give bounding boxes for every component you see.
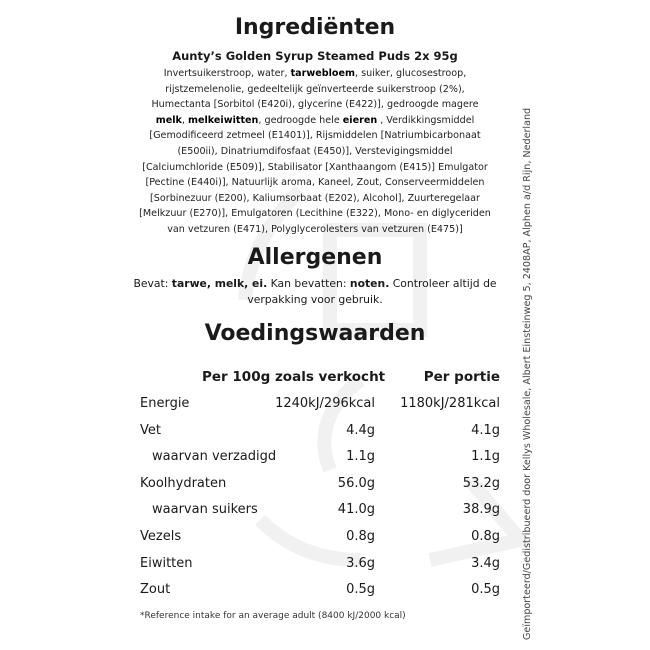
- label-content: [130, 0, 500, 348]
- nutrition-row: [140, 498, 508, 525]
- nutrition-row: [140, 419, 508, 446]
- nutrition-table: [140, 362, 508, 605]
- column-per-portion: Per portie: [423, 369, 500, 385]
- column-per-100g: Per 100g zoals verkocht: [202, 369, 386, 385]
- allergens-title: Allergenen: [247, 244, 383, 270]
- value-per-portion: 0.5g: [471, 582, 500, 598]
- value-per-100g: 3.6g: [346, 555, 375, 571]
- bold-text: tarwebloem: [290, 68, 355, 79]
- bold-text: eieren: [342, 114, 378, 126]
- value-per-portion: 4.1g: [471, 422, 500, 438]
- nutrition-row: [140, 472, 508, 499]
- nutrient-name: Vezels: [140, 528, 182, 544]
- bold-text: melkeiwitten: [188, 114, 259, 126]
- value-per-portion: 53.2g: [462, 475, 500, 491]
- footnote: *Reference intake for an average adult (8400 kJ/2000 kcal): [140, 611, 406, 621]
- nutrition-header: [140, 362, 508, 392]
- nutrient-name: Eiwitten: [140, 555, 193, 571]
- nutrition-row: [140, 445, 508, 472]
- text-segment: Kan bevatten:: [267, 276, 350, 290]
- value-per-100g: 41.0g: [337, 502, 375, 518]
- value-per-100g: 4.4g: [346, 422, 375, 438]
- ingredients-text: [136, 66, 494, 238]
- nutrient-name: Energie: [140, 396, 190, 411]
- value-per-portion: 38.9g: [462, 502, 500, 518]
- text-segment: Controleer altijd de verpakking voor gebruik.: [247, 276, 497, 306]
- value-per-portion: 1.1g: [471, 449, 500, 465]
- nutrient-name: waarvan suikers: [152, 502, 258, 518]
- bold-text: melk: [155, 114, 182, 126]
- value-per-portion: 3.4g: [471, 555, 500, 571]
- product-name: Aunty’s Golden Syrup Steamed Puds 2x 95g: [172, 49, 458, 63]
- nutrient-name: Zout: [140, 582, 171, 598]
- value-per-100g: 1.1g: [346, 449, 375, 465]
- nutrition-title: Voedingswaarden: [204, 320, 426, 346]
- nutrition-row: [140, 578, 508, 605]
- allergens-text: [130, 276, 500, 308]
- text-segment: , Verdikkingsmiddel [Gemodificeerd zetmeel (E1401)], Rijsmiddelen [Natriumbicarbonaat (E500ii), Dinatriumdifosfaat (E450)], Verstevigingsmiddel [Calciumchloride (E509)], Stabilisator [Xanthaangom (E415)] Emulgator [Pectine (E440i)], Natuurlijk aroma, Kaneel, Zout, Conserveermiddelen [Sorbinezuur (E200), Kaliumsorbaat (E202), Alcohol], Zuurteregelaar [Melkzuur (E270)], Emulgatoren (Lecithine (E322), Mono- en diglyceriden van vetzuren (E471), Polyglycerolesters van vetzuren (E475)]: [139, 114, 491, 235]
- text-segment: Bevat:: [133, 276, 172, 290]
- value-per-portion: 0.8g: [471, 528, 500, 544]
- bold-text: noten.: [349, 276, 390, 290]
- ingredients-title: Ingrediënten: [234, 15, 396, 40]
- nutrient-name: Vet: [140, 422, 161, 438]
- value-per-portion: 1180kJ/281kcal: [400, 396, 500, 411]
- nutrition-row: [140, 525, 508, 552]
- text-segment: , gedroogde hele: [258, 114, 343, 126]
- text-segment: ,: [181, 114, 189, 126]
- text-segment: , suiker, glucosestroop, rijstzemelenolie, gedeeltelijk geïnverteerde suikerstroop (2%), Humectanta [Sorbitol (E420i), glycerine (E422)], gedroogde magere: [151, 68, 479, 111]
- value-per-100g: 0.5g: [346, 582, 375, 598]
- text-segment: Invertsuikerstroop, water,: [163, 68, 291, 79]
- nutrient-name: Koolhydraten: [140, 475, 227, 491]
- nutrition-row: [140, 552, 508, 579]
- value-per-100g: 56.0g: [337, 475, 375, 491]
- importer-text: Geïmporteerd/Gedistribueerd door Kellys Wholesale, Albert Einsteinweg 5, 2408AP, Alphen a/d Rijn, Nederland: [522, 107, 533, 640]
- nutrient-name: waarvan verzadigd: [152, 449, 277, 465]
- value-per-100g: 1240kJ/296kcal: [275, 396, 375, 411]
- value-per-100g: 0.8g: [346, 528, 375, 544]
- nutrition-row: [140, 392, 508, 419]
- bold-text: tarwe, melk, ei.: [171, 276, 268, 290]
